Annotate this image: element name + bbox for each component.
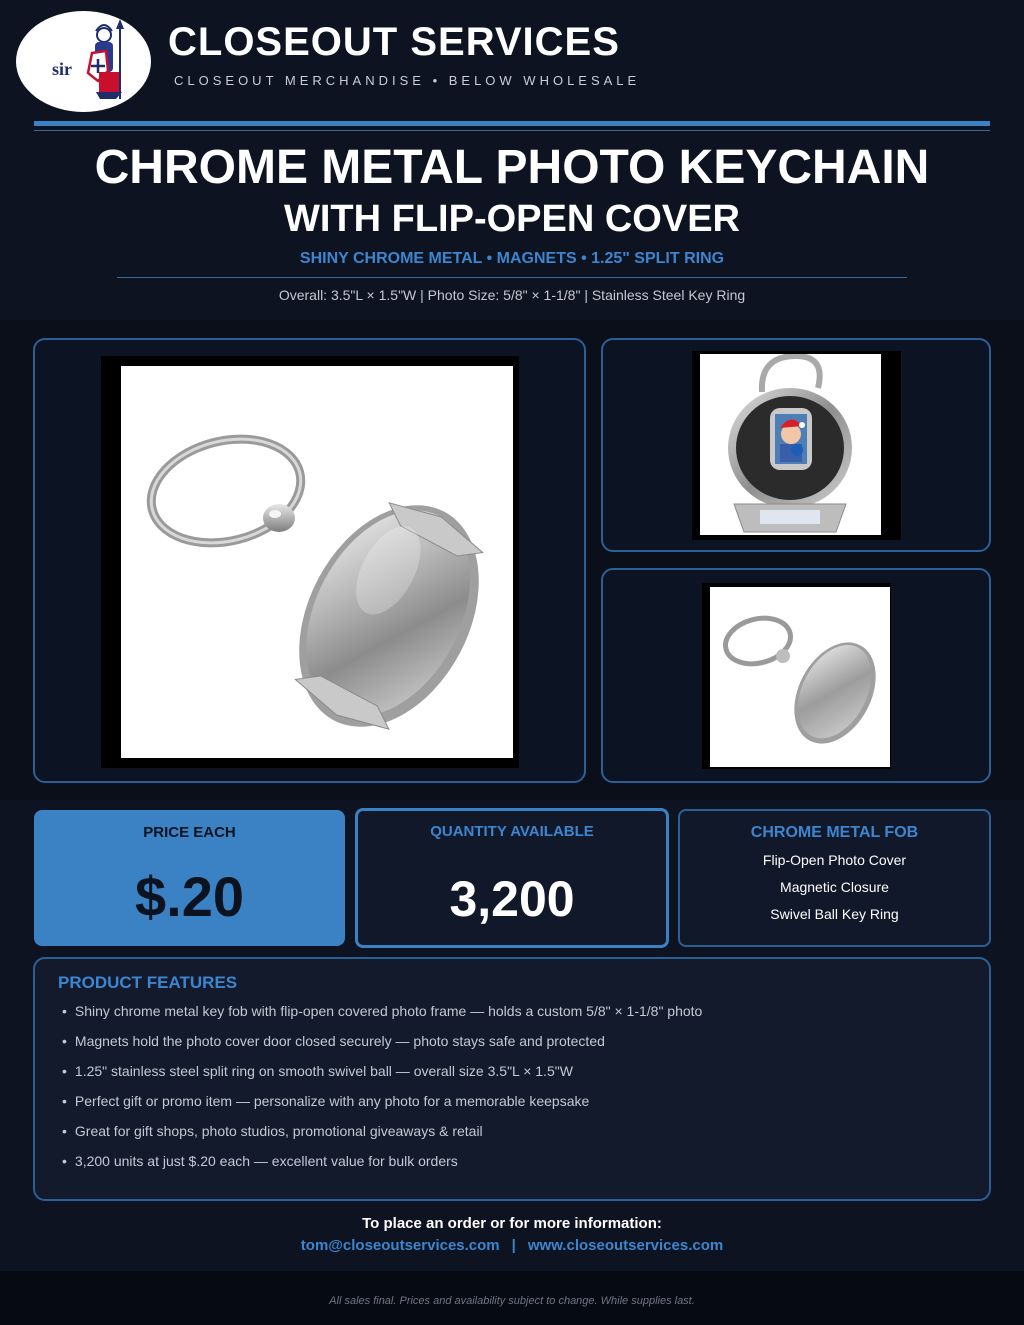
header-divider-thin [34,130,990,131]
features-list [62,1003,702,1183]
keychain-closed-icon [121,366,513,758]
main-image-frame [101,356,519,768]
product-title-line2: WITH FLIP-OPEN COVER [284,198,740,240]
feature-text: 1.25" stainless steel split ring on smooth swivel ball — overall size 3.5"L × 1.5"W [74,1063,573,1079]
side-image-frame-bottom [702,583,891,769]
brand-logo[interactable] [16,11,151,112]
header [0,0,1024,320]
contact-separator: | [511,1237,516,1254]
brand-title: CLOSEOUT SERVICES [168,20,620,64]
side-image-panel-bottom [601,568,991,783]
fob-box [678,809,991,947]
contact-line [0,1237,1024,1254]
side-product-image-closed[interactable] [710,587,890,767]
product-specs: Overall: 3.5"L × 1.5"W | Photo Size: 5/8" × 1-1/8" | Stainless Steel Key Ring [278,287,746,303]
feature-text: Great for gift shops, photo studios, promotional giveaways & retail [74,1123,483,1139]
features-panel [33,957,991,1201]
fob-item: Magnetic Closure [780,879,889,895]
feature-text: 3,200 units at just $.20 each — excellent value for bulk orders [74,1153,458,1169]
keychain-closed-small-icon [710,587,890,767]
side-product-image-open[interactable] [700,354,881,535]
subtitle-divider [117,277,907,278]
contact-heading: To place an order or for more information: [362,1215,662,1232]
feature-item [62,1123,702,1153]
bullet-icon: • [62,1123,67,1139]
feature-item [62,1063,702,1093]
knight-logo-icon [16,11,151,112]
bullet-icon: • [62,1063,67,1079]
contact-website-link[interactable]: www.closeoutservices.com [527,1237,724,1254]
feature-text: Shiny chrome metal key fob with flip-open covered photo frame — holds a custom 5/8" × 1-1/8" photo [74,1003,703,1019]
product-subtitle: SHINY CHROME METAL • MAGNETS • 1.25" SPLIT RING [299,250,725,267]
feature-text: Perfect gift or promo item — personalize with any photo for a memorable keepsake [74,1093,590,1109]
price-label: PRICE EACH [143,824,236,841]
fob-item: Flip-Open Photo Cover [762,852,907,868]
features-title: PRODUCT FEATURES [58,973,238,992]
price-value: $.20 [135,865,244,928]
feature-item [62,1033,702,1063]
feature-item [62,1003,702,1033]
bullet-icon: • [62,1093,67,1109]
feature-text: Magnets hold the photo cover door closed securely — photo stays safe and protected [74,1033,605,1049]
price-box [34,810,345,946]
main-image-panel [33,338,586,783]
feature-item [62,1153,702,1183]
logo-text: sir [52,59,72,79]
header-divider-thick [34,121,990,126]
contact-email-link[interactable]: tom@closeoutservices.com [300,1237,500,1254]
quantity-value: 3,200 [449,871,575,927]
quantity-label: QUANTITY AVAILABLE [430,823,594,840]
quantity-box [355,808,669,948]
main-product-image[interactable] [121,366,513,758]
product-title-line1: CHROME METAL PHOTO KEYCHAIN [94,141,930,194]
footer [0,1271,1024,1325]
bullet-icon: • [62,1003,67,1019]
fob-label: CHROME METAL FOB [750,824,919,841]
side-image-panel-top [601,338,991,552]
footer-note: All sales final. Prices and availability subject to change. While supplies last. [329,1295,695,1307]
fob-item: Swivel Ball Key Ring [770,906,899,922]
keychain-open-photo-icon [700,354,881,535]
side-image-frame-top [692,351,901,540]
feature-item [62,1093,702,1123]
bullet-icon: • [62,1033,67,1049]
brand-tagline: CLOSEOUT MERCHANDISE • BELOW WHOLESALE [174,73,641,88]
bullet-icon: • [62,1153,67,1169]
